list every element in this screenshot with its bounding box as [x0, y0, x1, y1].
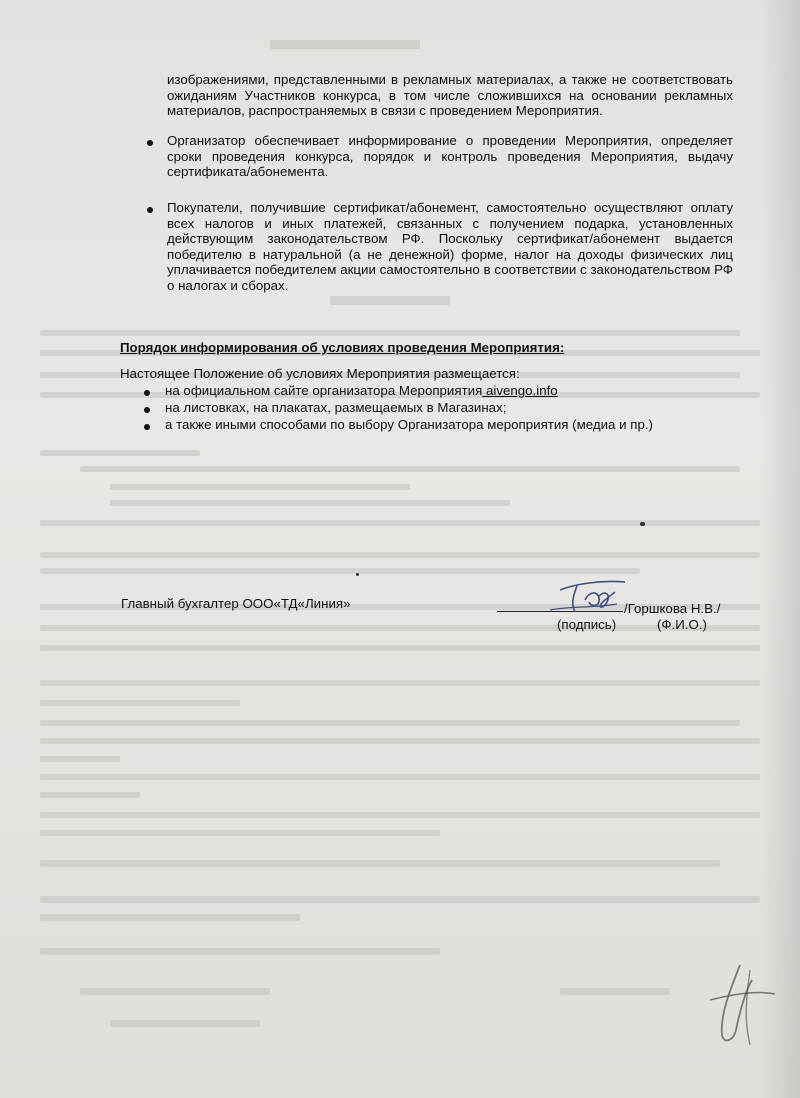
bleed-through-mark [110, 500, 510, 506]
bleed-through-mark [40, 774, 760, 780]
page-edge-shadow [760, 0, 800, 1098]
bleed-through-mark [40, 792, 140, 798]
bleed-through-mark [110, 1020, 260, 1027]
bleed-through-mark [40, 330, 740, 336]
bleed-through-mark [560, 988, 670, 995]
paper-speck [640, 522, 645, 526]
bleed-through-mark [40, 720, 740, 726]
bleed-through-mark [40, 700, 240, 706]
bleed-through-mark [40, 738, 760, 744]
bleed-through-mark [40, 948, 440, 955]
handwritten-signature [545, 570, 635, 620]
paragraph-organizer: Организатор обеспечивает информирование о проведении Мероприятия, определяет сроки проведения конкурса, порядок и контроль проведения Мероприятия, выдачу сертификата/абонемента. [167, 133, 733, 179]
signatory-name: /Горшкова Н.В./ [624, 601, 721, 616]
paragraph-taxes: Покупатели, получившие сертификат/абонемент, самостоятельно осуществляют оплату всех налогов и иных платежей, связанных с получением подарка, установленных действующим законодательством РФ. Поскольку сертификат/абонемент выдается победителю в натуральной (а не денежной) форме, налог на доходы физических лиц уплачивается победителем акции самостоятельно в соответствии с законодательством РФ о налогах и сборах. [167, 200, 733, 293]
section-intro: Настоящее Положение об условиях Мероприятия размещается: [120, 366, 520, 381]
bleed-through-mark [40, 914, 300, 921]
bullet-marker [144, 390, 150, 396]
bleed-through-mark [40, 645, 760, 651]
bleed-through-mark [40, 625, 760, 631]
bleed-through-mark [40, 680, 760, 686]
signature-caption: (подпись) [557, 617, 617, 632]
list-item [165, 383, 558, 399]
bleed-through-mark [40, 552, 760, 558]
section-heading: Порядок информирования об условиях проведения Мероприятия: [120, 340, 565, 355]
bleed-through-mark [40, 896, 760, 903]
bleed-through-mark [40, 756, 120, 762]
bleed-through-mark [330, 296, 450, 305]
bullet-marker [144, 407, 150, 413]
bleed-through-mark [80, 466, 740, 472]
bullet-marker [147, 140, 153, 146]
bleed-through-mark [40, 520, 760, 526]
name-caption: (Ф.И.О.) [657, 617, 707, 632]
list-item-text: на официальном сайте организатора Мероприятия [165, 383, 483, 398]
bleed-through-mark [80, 988, 270, 995]
paragraph-continuation: изображениями, представленными в рекламных материалах, а также не соответствовать ожиданиям Участников конкурса, в том числе сложившихся на основании рекламных материалов, распространяемых в связи с проведением Мероприятия. [167, 72, 733, 118]
corner-initial-mark [700, 960, 780, 1050]
bullet-marker [144, 424, 150, 430]
list-item: а также иными способами по выбору Организатора мероприятия (медиа и пр.) [165, 417, 653, 432]
website-link[interactable]: aivengo.info [482, 383, 558, 398]
bleed-through-mark [40, 860, 720, 867]
bleed-through-mark [40, 812, 760, 818]
bleed-through-mark [40, 830, 440, 836]
paper-speck [356, 573, 359, 576]
signatory-position: Главный бухгалтер ООО«ТД«Линия» [121, 596, 351, 611]
bleed-through-mark [270, 40, 420, 49]
list-item: на листовках, на плакатах, размещаемых в Магазинах; [165, 400, 507, 415]
bleed-through-mark [110, 484, 410, 490]
bullet-marker [147, 207, 153, 213]
bleed-through-mark [40, 450, 200, 456]
